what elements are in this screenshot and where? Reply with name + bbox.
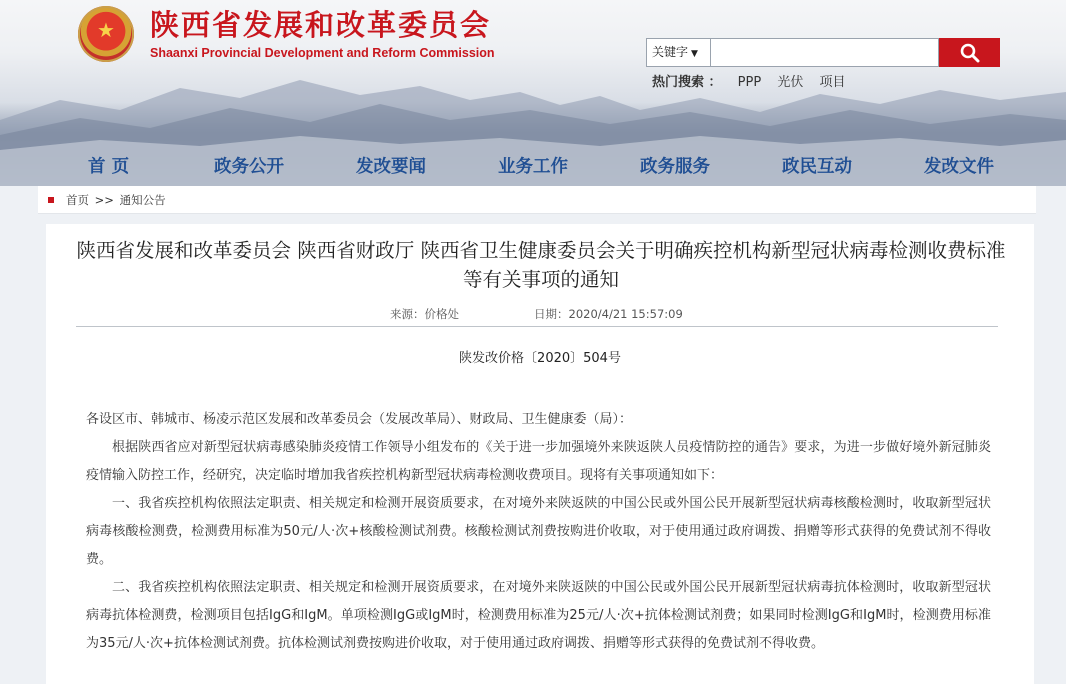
main-nav — [0, 152, 1066, 184]
article-panel — [46, 224, 1034, 684]
article-paragraph: 二、我省疾控机构依照法定职责、相关规定和检测开展资质要求，在对境外来陕返陕的中国公民或外国公民开展新型冠状病毒抗体检测时，收取新型冠状病毒抗体检测费，检测项目包括IgG和IgM。单项检测IgG或IgM时，检测费用标准为25元/人·次+抗体检测试剂费；如果同时检测IgG和IgM时，检测费用标准为35元/人·次+抗体检测试剂费。抗体检测试剂费按购进价收取，对于使用通过政府调拨、捐赠等形式获得的免费试剂不得收费。 — [86, 580, 991, 651]
dropdown-arrow-icon: ▼ — [691, 49, 698, 59]
breadcrumb — [38, 186, 1036, 214]
breadcrumb-current[interactable]: 通知公告 — [119, 193, 166, 207]
article-meta — [76, 303, 998, 327]
search-scope-label: 关键字 — [652, 45, 689, 59]
article-source: 来源：价格处 — [390, 307, 459, 321]
hot-search-keyword[interactable]: 光伏 — [777, 75, 804, 90]
hot-search-keyword[interactable]: PPP — [737, 75, 762, 90]
nav-item-public-interaction[interactable]: 政民互动 — [782, 157, 852, 177]
hot-search-label: 热门搜索 ： — [652, 75, 722, 90]
search-input[interactable] — [710, 38, 939, 67]
hot-search-keyword[interactable]: 项目 — [819, 75, 846, 90]
nav-item-documents[interactable]: 发改文件 — [924, 157, 994, 177]
nav-item-news[interactable]: 发改要闻 — [356, 157, 426, 177]
nav-item-home[interactable]: 首 页 — [88, 157, 130, 177]
site-header — [0, 0, 1066, 186]
nav-item-business-work[interactable]: 业务工作 — [498, 157, 568, 177]
article-title: 陕西省发展和改革委员会 陕西省财政厅 陕西省卫生健康委员会关于明确疾控机构新型冠状病毒检测收费标准等有关事项的通知 — [76, 239, 1006, 291]
document-number: 陕发改价格〔2020〕504号 — [459, 351, 621, 366]
site-title-english: Shaanxi Provincial Development and Reform Commission — [150, 46, 495, 60]
breadcrumb-home-link[interactable]: 首页 — [66, 193, 89, 207]
article-date: 日期：2020/4/21 15:57:09 — [534, 307, 683, 321]
search-icon — [960, 43, 980, 63]
article-paragraph: 根据陕西省应对新型冠状病毒感染肺炎疫情工作领导小组发布的《关于进一步加强境外来陕返陕人员疫情防控的通告》要求，为进一步做好境外新冠肺炎疫情输入防控工作，经研究，决定临时增加我省疾控机构新型冠状病毒检测收费项目。现将有关事项通知如下： — [86, 440, 991, 483]
site-title-chinese: 陕西省发展和改革委员会 — [150, 8, 492, 42]
search-scope-select[interactable] — [646, 38, 710, 67]
nav-item-government-affairs-disclosure[interactable]: 政务公开 — [214, 157, 284, 177]
breadcrumb-bullet-icon — [48, 197, 54, 203]
article-paragraph: 一、我省疾控机构依照法定职责、相关规定和检测开展资质要求，在对境外来陕返陕的中国公民或外国公民开展新型冠状病毒核酸检测时，收取新型冠状病毒核酸检测费，检测费用标准为50元/人·次+核酸检测试剂费。核酸检测试剂费按购进价收取，对于使用通过政府调拨、捐赠等形式获得的免费试剂不得收费。 — [86, 496, 991, 567]
nav-item-government-services[interactable]: 政务服务 — [640, 157, 710, 177]
search-button[interactable] — [939, 38, 1000, 67]
hot-search — [652, 74, 846, 92]
article-body — [86, 406, 991, 658]
article-paragraph: 各设区市、韩城市、杨凌示范区发展和改革委员会（发展改革局）、财政局、卫生健康委（局）： — [86, 412, 633, 427]
national-emblem-icon — [78, 6, 134, 62]
breadcrumb-separator: >> — [94, 193, 114, 207]
